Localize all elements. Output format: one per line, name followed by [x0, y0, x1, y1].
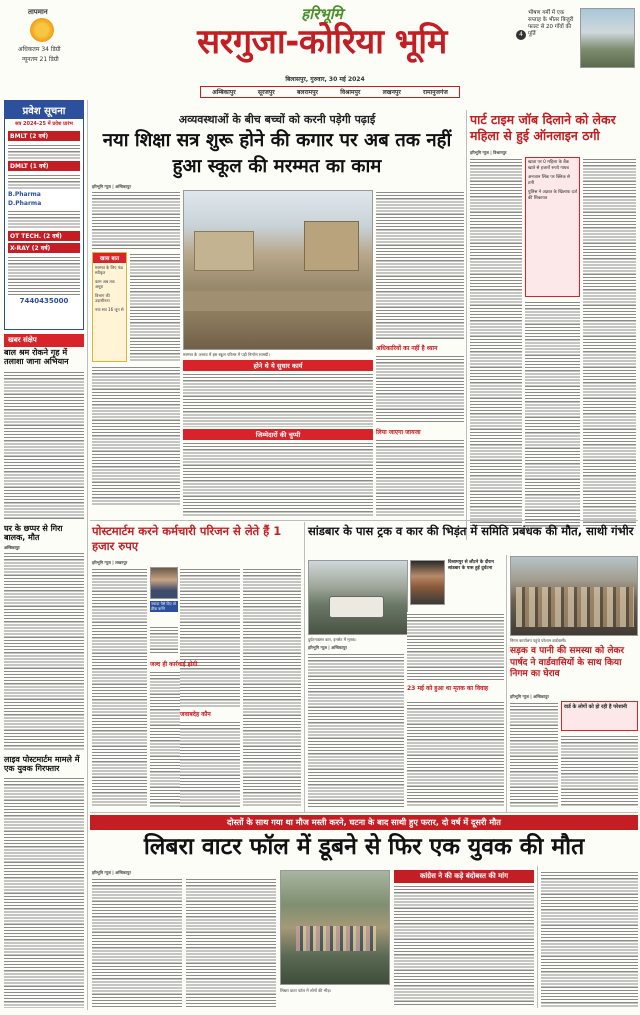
highlight-point: पुलिस ने अज्ञात के खिलाफ दर्ज की शिकायत: [528, 190, 577, 201]
lead-box-point: काम अब तक अधूरा: [95, 279, 115, 289]
water-body: [510, 701, 558, 807]
postmortem-photo: [150, 567, 178, 599]
postmortem-body: [150, 670, 180, 807]
truck-headline: सांडबार के पास ट्रक व कार की भिड़ंत में समिति प्रबंधक की मौत, साथी गंभीर: [308, 524, 634, 538]
mid-small-body: [376, 354, 464, 424]
truck-sub: 23 मई को हुआ था मृतक का विवाह: [407, 685, 489, 692]
lead-byline: हरिभूमि न्यूज | अम्बिकापुर: [92, 184, 131, 189]
water-byline: हरिभूमि न्यूज | अम्बिकापुर: [510, 694, 549, 699]
banner-side-body: [394, 884, 534, 1007]
banner-body: [92, 877, 182, 1007]
right-byline: हरिभूमि न्यूज | विश्रामपुर: [470, 150, 507, 155]
teaser-text: भीषण गर्मी में एक सप्ताह के भीतर बिजुरी फाल्ट से 20 गाँवों की पूर्ति: [528, 10, 574, 37]
truck-photo: [308, 560, 408, 635]
district-link[interactable]: विश्रामपुर: [340, 89, 361, 96]
lead-body: [376, 190, 464, 340]
min-temp: न्यूनतम 21 डिग्री: [22, 56, 59, 63]
postmortem-sub: जवाबदेह कौन: [180, 711, 211, 718]
district-bar: [200, 86, 460, 98]
postmortem-body: [150, 625, 178, 655]
ad-subtitle: सत्र 2024-25 में प्रवेश प्रारंभ: [15, 121, 73, 127]
ad-title: प्रवेश सूचना: [5, 101, 83, 119]
mid-small-title: लिया जाएगा जायजा: [376, 429, 421, 436]
district-link[interactable]: रामानुजगंज: [423, 89, 448, 96]
mid-small-body: [376, 438, 464, 516]
lead-photo-caption: मरम्मत के अभाव में इस स्कूल परिसर में पड़ी निर्माण सामग्री।: [183, 352, 270, 357]
water-photo: [510, 556, 638, 636]
truck-inset-text: विश्रामपुर से लौटने के दौरान सांडबार के पास हुई दुर्घटना: [448, 560, 494, 571]
brief-body: [4, 776, 84, 1008]
sun-icon: [30, 18, 54, 42]
postmortem-photo-caption: ज्यादा पैसे दिए तो ठीक करेंगे: [150, 601, 178, 612]
postmortem-quote: जल्द ही कार्रवाई होगी: [150, 661, 198, 668]
banner-headline: लिबरा वाटर फॉल में डूबने से फिर एक युवक की मौत: [143, 834, 585, 860]
ad-course: X-RAY (2 वर्ष): [8, 243, 80, 253]
water-photo-caption: निगम कार्यालय पहुंचे परेशान वार्डवासी।: [510, 638, 567, 643]
weather-box: [8, 8, 88, 68]
lead-box-title: खास बात: [93, 253, 126, 263]
truck-body: [507, 560, 508, 561]
banner-side-title: कांग्रेस ने की कड़े बंदोबस्त की मांग: [394, 870, 534, 883]
right-body: [583, 157, 636, 527]
admission-ad: [4, 100, 84, 330]
lead-body: [92, 365, 180, 505]
lead-headline: नया शिक्षा सत्र शुरू होने की कगार पर अब तक नहीं हुआ स्कूल की मरम्मत का काम: [102, 130, 452, 177]
highlight-point: अनजान लिंक पर क्लिक से ठगी: [528, 175, 570, 186]
district-link[interactable]: लखनपुर: [382, 89, 401, 96]
right-body: [525, 300, 580, 527]
lead-body: [183, 372, 373, 427]
lead-body: [92, 190, 180, 250]
brief-place: अम्बिकापुर: [4, 545, 20, 550]
lead-body: [183, 441, 373, 516]
dateline: बिलासपुर, गुरुवार, 30 मई 2024: [285, 76, 365, 83]
brief-headline: घर के छप्पर से गिरा बालक, मौत: [4, 524, 63, 542]
banner-body: [186, 877, 276, 1007]
banner-byline: हरिभूमि न्यूज | अम्बिकापुर: [92, 870, 131, 875]
district-link[interactable]: अम्बिकापुर: [212, 89, 236, 96]
lead-body: [130, 252, 180, 362]
ad-course: D.Pharma: [8, 200, 42, 207]
ad-course: OT TECH. (2 वर्ष): [8, 231, 80, 241]
postmortem-body: [180, 567, 240, 707]
postmortem-body: [180, 720, 240, 807]
banner-photo: [280, 870, 390, 985]
teaser-photo: [580, 8, 635, 68]
ad-course: DMLT (1 वर्ष): [8, 161, 80, 171]
ad-phone: 7440435000: [19, 297, 69, 305]
ad-course: B.Pharma: [8, 191, 41, 198]
banner-photo-caption: लिबरा वाटर फॉल में लोगों की भीड़।: [280, 988, 332, 993]
truck-photo-caption: दुर्घटनाग्रस्त कार, इनसेट में मृतक।: [308, 637, 357, 642]
truck-body: [308, 652, 404, 807]
postmortem-headline: पोस्टमार्टम करने कर्मचारी परिजन से लेते हैं 1 हजार रुपए: [92, 524, 282, 553]
ad-course: BMLT (2 वर्ष): [8, 131, 80, 141]
banner-body: [541, 870, 638, 1007]
brief-headline: बाल श्रम रोकने गृह में तलाशा जाना अभियान: [4, 348, 69, 366]
teaser-number: 4: [516, 30, 526, 40]
water-headline: सड़क व पानी की समस्या को लेकर पार्षद ने वार्डवासियों के साथ किया निगम का घेराव: [510, 646, 625, 679]
lead-box-point: मरम्मत के लिए फंड स्वीकृत: [95, 265, 123, 275]
postmortem-body: [92, 567, 147, 807]
brief-body: [4, 370, 84, 520]
postmortem-body: [243, 567, 301, 807]
lead-sub2: जिम्मेदारों की चुप्पी: [183, 429, 373, 440]
right-body: [470, 157, 522, 527]
truck-body: [407, 612, 504, 682]
lead-kicker: अव्यवस्थाओं के बीच बच्चों को करनी पड़ेगी पढ़ाई: [178, 113, 376, 126]
mid-small-title: अधिकारियों का नहीं है ध्यान: [376, 345, 438, 352]
lead-info-box: [92, 252, 127, 362]
right-highlight-box: [525, 157, 580, 297]
truck-byline: हरिभूमि न्यूज | अम्बिकापुर: [308, 645, 347, 650]
right-headline: पार्ट टाइम जॉब दिलाने को लेकर महिला से हुई ऑनलाइन ठगी: [470, 112, 616, 143]
lead-box-point: विभाग की उदासीनता: [95, 293, 110, 303]
district-link[interactable]: सूरजपुर: [257, 89, 275, 96]
edition-label: तापमान: [28, 8, 48, 16]
lead-sub1: होने थे ये सुधार कार्य: [183, 360, 373, 371]
postmortem-byline: हरिभूमि न्यूज | लखनपुर: [92, 560, 128, 565]
brief-headline: लाइव पोस्टमार्टम मामले में एक युवक गिरफ्तार: [4, 755, 80, 773]
truck-body: [407, 700, 504, 807]
water-body: [561, 734, 638, 807]
max-temp: अधिकतम 34 डिग्री: [18, 46, 61, 53]
highlight-point: खाता पर 0 महिला के बैंक खाते से हजारों रुपये गायब: [528, 160, 569, 171]
banner-kicker: दोस्तों के साथ गया था मौज मस्ती करने, घटना के बाद साथी हुए फरार, दो वर्ष में दूसरी मौत: [90, 815, 638, 830]
district-link[interactable]: बलरामपुर: [297, 89, 318, 96]
truck-inset-photo: [410, 560, 445, 605]
section-label: खबर संक्षेप: [4, 334, 84, 347]
lead-photo: [183, 190, 373, 350]
brand-logo: हरिभूमि: [301, 5, 343, 23]
brief-body: [4, 551, 84, 751]
water-box: वार्ड के लोगों को हो रही है परेशानी: [561, 701, 638, 731]
lead-box-point: नया सत्र 16 जून से: [95, 307, 124, 312]
masthead-title: सरगुजा-कोरिया भूमि: [197, 22, 447, 62]
